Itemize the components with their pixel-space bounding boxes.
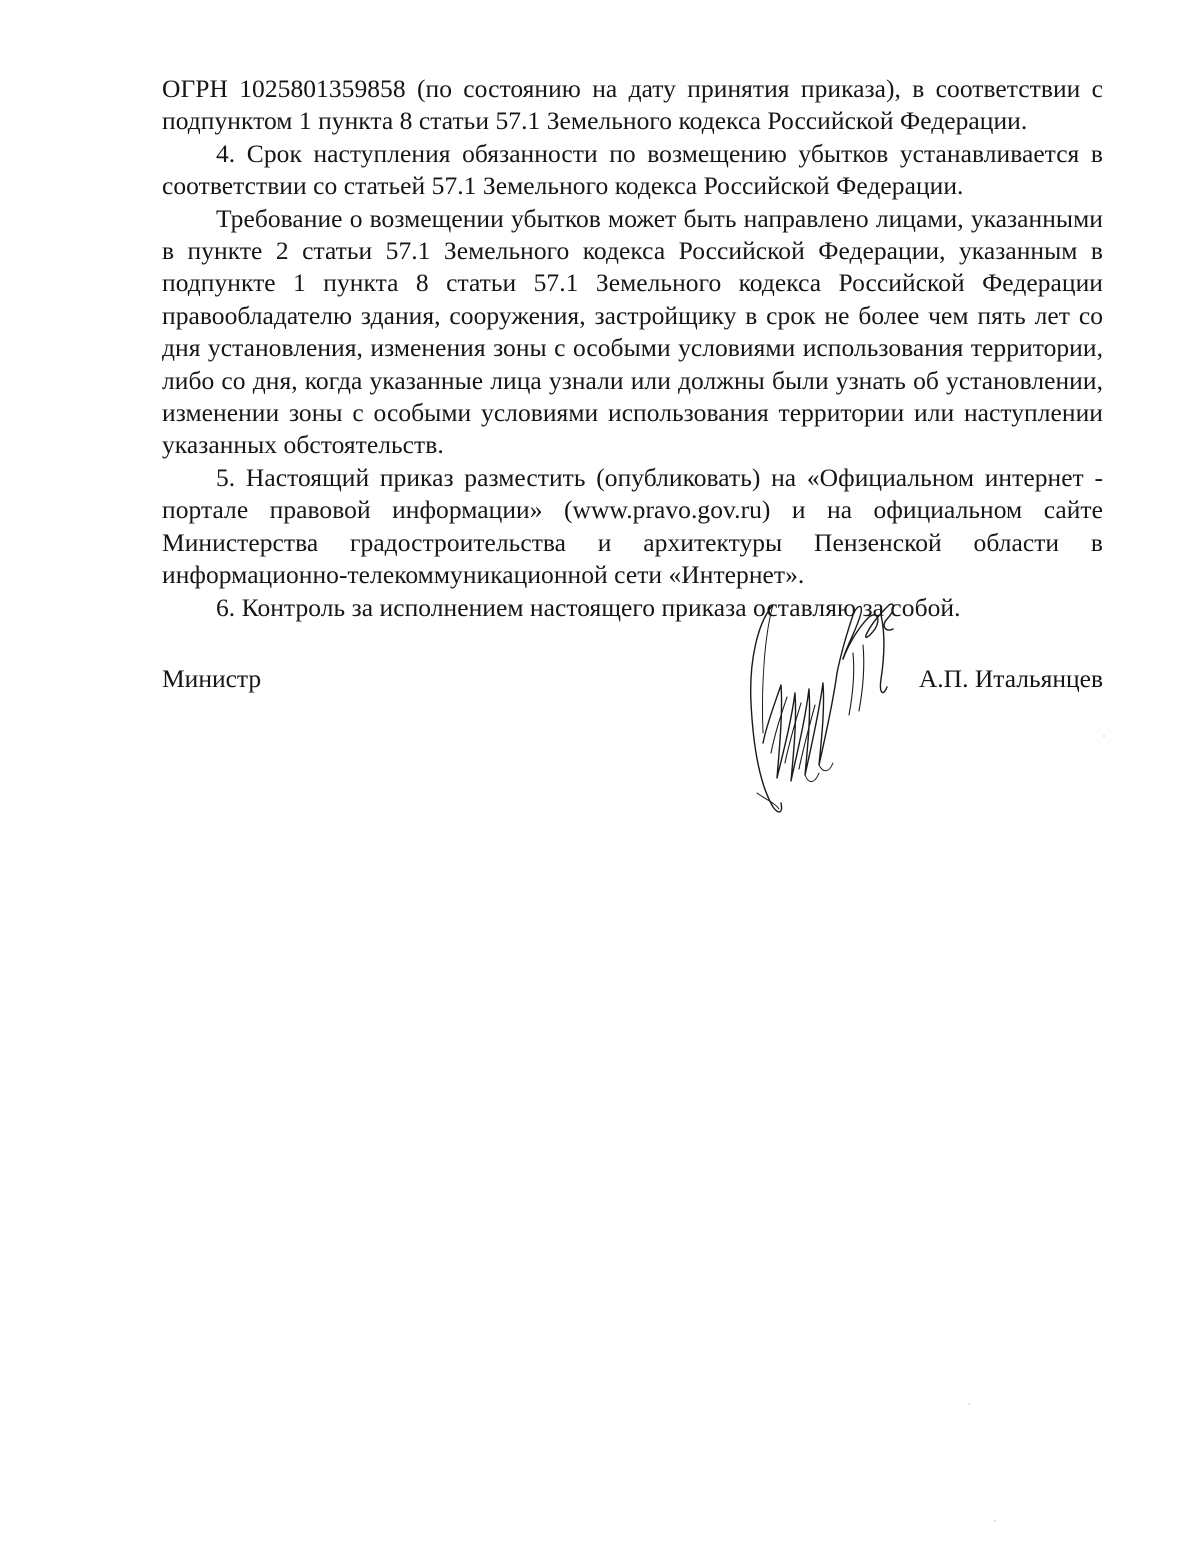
paragraph-item-4: 4. Срок наступления обязанности по возмещению убытков устанавливается в соответствии со статьей 57.1 Земельного кодекса Российской Федерации. bbox=[162, 138, 1103, 201]
handwritten-signature bbox=[735, 593, 905, 818]
scan-speck bbox=[968, 1403, 970, 1405]
signatory-role: Министр bbox=[162, 664, 262, 693]
paragraph-item-6: 6. Контроль за исполнением настоящего приказа оставляю за собой. bbox=[216, 592, 961, 622]
paragraph-damages-claim: Требование о возмещении убытков может быть направлено лицами, указанными в пункте 2 статьи 57.1 Земельного кодекса Российской Федерации, указанным в подпункте 1 пункта 8 статьи 57.1 Земельного кодекса Российской Федерации правообладателю здания, сооружения, застройщику в срок не более чем пять лет со дня установления, изменения зоны с особыми условиями использования территории, либо со дня, когда указанные лица узнали или должны были узнать об установлении, изменении зоны с особыми условиями использования территории или наступлении указанных обстоятельств. bbox=[162, 203, 1103, 460]
paragraph-ogrn: ОГРН 1025801359858 (по состоянию на дату принятия приказа), в соответствии с подпунктом 1 пункта 8 статьи 57.1 Земельного кодекса Российской Федерации. bbox=[162, 74, 1103, 136]
paragraph-item-5: 5. Настоящий приказ разместить (опубликовать) на «Официальном интернет - портале правовой информации» (www.pravo.gov.ru) и на официальном сайте Министерства градостроительства и архитектуры Пензенской области в информационно-телекоммуникационной сети «Интернет». bbox=[162, 462, 1103, 590]
document-body bbox=[162, 73, 1103, 624]
signature-block bbox=[162, 663, 1103, 703]
scan-speck bbox=[1103, 735, 1105, 737]
signatory-name: А.П. Итальянцев bbox=[918, 664, 1103, 693]
scan-speck bbox=[994, 1520, 996, 1522]
